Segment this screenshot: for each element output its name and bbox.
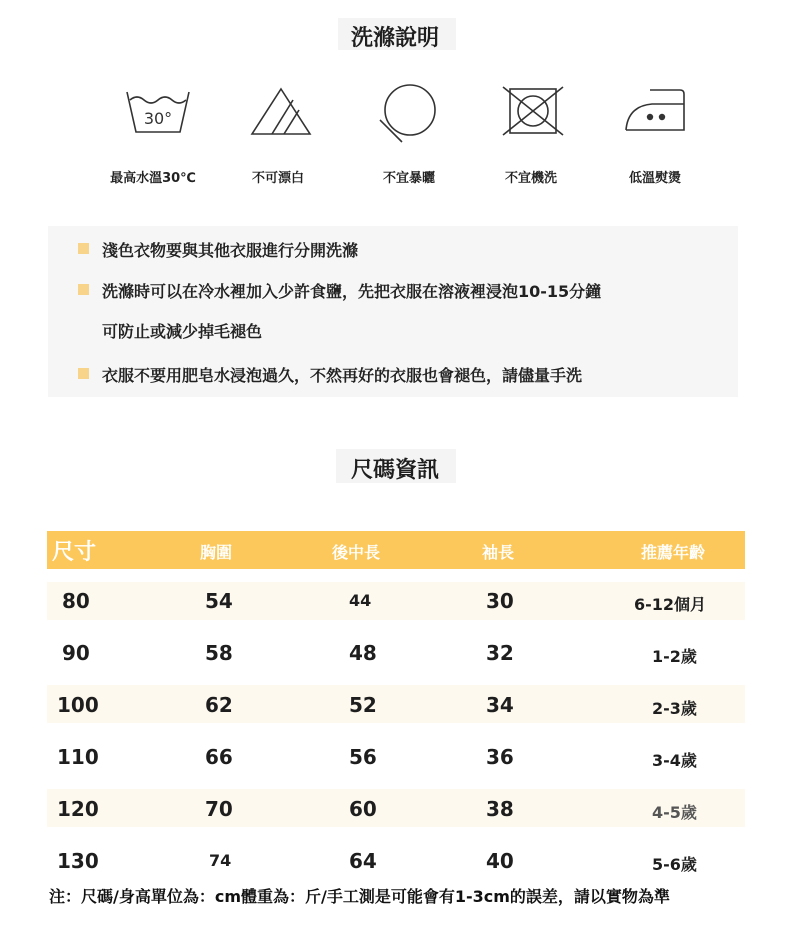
cell-back-length: 44: [349, 591, 372, 610]
cell-sleeve: 40: [486, 849, 514, 873]
cell-size: 110: [57, 745, 99, 769]
cell-size: 130: [57, 849, 99, 873]
measurement-footnote: 注：尺碼/身高單位為：cm體重為：斤/手工測是可能會有1-3cm的誤差，請以實物為準: [49, 887, 670, 906]
cell-chest: 58: [205, 641, 233, 665]
cell-size: 80: [62, 589, 90, 613]
note-text: 淺色衣物要與其他衣服進行分開洗滌: [102, 241, 359, 260]
note-bullet: [78, 284, 89, 295]
cell-back-length: 52: [349, 693, 377, 717]
cell-chest: 54: [205, 589, 233, 613]
wash-30-icon: [124, 86, 192, 138]
low-iron-icon: [622, 86, 688, 134]
cell-age: 5-6歲: [652, 855, 697, 874]
cell-chest: 70: [205, 797, 233, 821]
cell-back-length: 48: [349, 641, 377, 665]
cell-sleeve: 32: [486, 641, 514, 665]
care-label-no-machine-wash: 不宜機洗: [504, 171, 557, 186]
care-label-wash-temp: 最高水溫30℃: [110, 171, 196, 186]
cell-chest: 74: [209, 851, 232, 870]
header-age: 推薦年齡: [641, 543, 706, 562]
note-bullet: [78, 368, 89, 379]
note-bullet: [78, 243, 89, 254]
header-size: 尺寸: [52, 540, 97, 565]
no-machine-wash-icon: [500, 84, 566, 138]
cell-age: 1-2歲: [652, 647, 697, 666]
cell-age: 3-4歲: [652, 751, 697, 770]
header-sleeve: 袖長: [482, 543, 515, 562]
note-text: 衣服不要用肥皂水浸泡過久，不然再好的衣服也會褪色，請儘量手洗: [102, 366, 583, 385]
cell-sleeve: 30: [486, 589, 514, 613]
no-sun-dry-icon: [378, 82, 442, 144]
note-text-continued: 可防止或減少掉毛褪色: [102, 322, 263, 341]
cell-back-length: 60: [349, 797, 377, 821]
care-label-no-sun: 不宜暴曬: [382, 171, 435, 186]
cell-chest: 62: [205, 693, 233, 717]
cell-sleeve: 34: [486, 693, 514, 717]
care-section-title: 洗滌說明: [350, 26, 439, 51]
cell-sleeve: 38: [486, 797, 514, 821]
cell-size: 100: [57, 693, 99, 717]
cell-age: 2-3歲: [652, 699, 697, 718]
care-label-low-iron: 低溫熨燙: [628, 171, 681, 186]
cell-size: 90: [62, 641, 90, 665]
care-label-no-bleach: 不可漂白: [251, 171, 304, 186]
cell-size: 120: [57, 797, 99, 821]
header-chest: 胸圍: [200, 543, 233, 562]
table-row-background: [47, 685, 745, 723]
no-bleach-icon: [248, 86, 314, 138]
table-row-background: [47, 789, 745, 827]
cell-age: 4-5歲: [652, 803, 697, 822]
cell-sleeve: 36: [486, 745, 514, 769]
cell-back-length: 64: [349, 849, 377, 873]
cell-age: 6-12個月: [634, 595, 707, 614]
cell-chest: 66: [205, 745, 233, 769]
size-section-title: 尺碼資訊: [350, 458, 439, 483]
note-text: 洗滌時可以在冷水裡加入少許食鹽，先把衣服在溶液裡浸泡10-15分鐘: [102, 282, 602, 301]
cell-back-length: 56: [349, 745, 377, 769]
wash-temperature-text: 30°: [143, 109, 173, 128]
header-back-length: 後中長: [332, 543, 381, 562]
